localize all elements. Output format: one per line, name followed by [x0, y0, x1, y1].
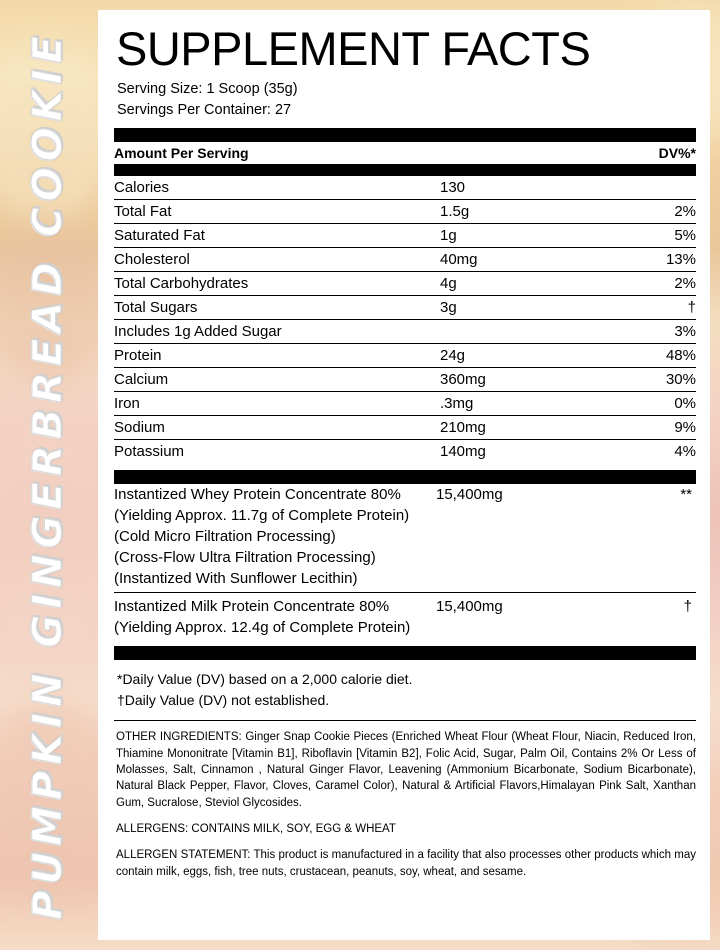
table-row: [114, 368, 696, 392]
nutrient-dv: 30%: [610, 368, 696, 392]
nutrient-amount: 360mg: [440, 368, 610, 392]
blend-dv: **: [680, 486, 692, 504]
dv-header: DV%*: [610, 142, 696, 165]
nutrient-dv: 9%: [610, 416, 696, 440]
supplement-facts-panel: [98, 10, 710, 940]
allergens: ALLERGENS: CONTAINS MILK, SOY, EGG & WHEAT: [116, 823, 396, 836]
nutrient-dv: 0%: [610, 392, 696, 416]
blend-name: Instantized Milk Protein Concentrate 80%: [114, 598, 390, 616]
table-header-row: [114, 142, 696, 165]
amount-per-serving-header: Amount Per Serving: [114, 142, 440, 165]
blend-amount: 15,400mg: [436, 486, 503, 504]
blend-name: (Cold Micro Filtration Processing): [114, 528, 336, 546]
blend-amount: [436, 547, 606, 568]
nutrient-dv: 2%: [610, 272, 696, 296]
servings-per-container: Servings Per Container: 27: [117, 102, 292, 119]
allergen-statement: ALLERGEN STATEMENT: This product is manufactured in a facility that also processes other products which may contain milk, eggs, fish, tree nuts, crustacean, peanuts, soy, wheat, and sesame.: [116, 849, 696, 878]
table-row: [114, 248, 696, 272]
other-ingredients-section: [114, 720, 696, 880]
nutrient-name: Potassium: [114, 443, 185, 461]
page-title: SUPPLEMENT FACTS: [116, 22, 591, 75]
protein-blend-table: [114, 484, 696, 589]
serving-size: Serving Size: 1 Scoop (35g): [117, 81, 298, 98]
nutrient-amount: 1g: [440, 224, 610, 248]
nutrient-amount: 4g: [440, 272, 610, 296]
nutrient-name: Cholesterol: [114, 248, 440, 272]
flavor-name: PUMPKIN GINGERBREAD COOKIE: [25, 30, 71, 920]
nutrient-name: Total Fat: [114, 200, 440, 224]
blend-amount: 15,400mg: [436, 598, 503, 616]
blend-amount: [436, 617, 606, 638]
blend-amount: [436, 526, 606, 547]
divider-thick-blend-top: [114, 470, 696, 484]
divider-thick-blend-bottom: [114, 646, 696, 660]
footnote-dv-not-established: †Daily Value (DV) not established.: [117, 692, 330, 709]
nutrient-name: Total Sugars: [114, 296, 440, 320]
blend-dv: †: [683, 598, 692, 616]
nutrient-amount: [440, 320, 610, 344]
table-row: [114, 484, 696, 505]
table-row: [114, 547, 696, 568]
nutrients-table: [114, 176, 696, 463]
protein-blend-table-2: [114, 596, 696, 638]
nutrient-name: Calcium: [114, 368, 440, 392]
nutrient-name: Saturated Fat: [114, 224, 440, 248]
blend-dv: [606, 617, 696, 638]
table-row: [114, 596, 696, 617]
table-row: [114, 272, 696, 296]
nutrient-amount: .3mg: [440, 392, 610, 416]
table-row: [114, 505, 696, 526]
nutrient-amount: 210mg: [440, 416, 610, 440]
blend-name: (Cross-Flow Ultra Filtration Processing): [114, 549, 376, 567]
divider-thick-top: [114, 128, 696, 142]
table-row: [114, 568, 696, 589]
nutrient-amount: 40mg: [440, 248, 610, 272]
other-ingredients: OTHER INGREDIENTS: Ginger Snap Cookie Pieces (Enriched Wheat Flour (Wheat Flour, Niacin, Reduced Iron, Thiamine Mononitrate [Vitamin B1], Riboflavin [Vitamin B2], Folic Acid, Sugar, Palm Oil, Contains 2% Or Less of Molasses, Salt, Cinnamon , Natural Ginger Flavor, Leavening (Ammonium Bicarbonate, Sodium Bicarbonate), Natural Black Pepper, Flavor, Cloves, Caramel Color), Natural & Artificial Flavors,Himalayan Pink Salt, Xanthan Gum, Sucralose, Steviol Glycosides.: [116, 731, 696, 809]
nutrient-dv: 48%: [610, 344, 696, 368]
blend-amount: [436, 505, 606, 526]
nutrient-name: Iron: [114, 392, 440, 416]
table-row: [114, 440, 696, 464]
blend-name: (Yielding Approx. 12.4g of Complete Protein): [114, 619, 411, 637]
blend-name: (Instantized With Sunflower Lecithin): [114, 570, 358, 588]
table-row: [114, 344, 696, 368]
nutrient-amount: 3g: [440, 296, 610, 320]
nutrient-dv: †: [610, 296, 696, 320]
nutrient-amount: 140mg: [440, 443, 486, 461]
nutrient-dv: 4%: [674, 443, 696, 461]
nutrient-name: Sodium: [114, 416, 440, 440]
footnote-daily-value: *Daily Value (DV) based on a 2,000 calorie diet.: [117, 671, 413, 688]
table-row: [114, 320, 696, 344]
nutrient-dv: 13%: [610, 248, 696, 272]
divider-thick-header: [114, 165, 696, 176]
table-row: [114, 176, 696, 200]
flavor-banner: [0, 0, 96, 950]
blend-name: Instantized Whey Protein Concentrate 80%: [114, 486, 401, 504]
nutrition-table: [114, 142, 696, 165]
nutrient-dv: 2%: [610, 200, 696, 224]
divider-thin-blend: [114, 592, 696, 593]
blend-dv: [606, 547, 696, 568]
nutrient-name: Total Carbohydrates: [114, 272, 440, 296]
nutrient-name: Includes 1g Added Sugar: [114, 320, 440, 344]
nutrient-name: Calories: [114, 176, 440, 200]
blend-dv: [606, 505, 696, 526]
nutrient-name: Protein: [114, 344, 440, 368]
table-row: [114, 392, 696, 416]
table-row: [114, 200, 696, 224]
blend-dv: [606, 526, 696, 547]
nutrient-amount: 130: [440, 176, 610, 200]
table-row: [114, 296, 696, 320]
blend-name: (Yielding Approx. 11.7g of Complete Protein): [114, 507, 410, 525]
blend-dv: [606, 568, 696, 589]
nutrient-amount: 1.5g: [440, 200, 610, 224]
blend-amount: [436, 568, 606, 589]
table-row: [114, 617, 696, 638]
table-row: [114, 416, 696, 440]
nutrient-amount: 24g: [440, 344, 610, 368]
table-row: [114, 224, 696, 248]
nutrient-dv: 3%: [610, 320, 696, 344]
nutrient-dv: [610, 176, 696, 200]
nutrient-dv: 5%: [610, 224, 696, 248]
table-row: [114, 526, 696, 547]
